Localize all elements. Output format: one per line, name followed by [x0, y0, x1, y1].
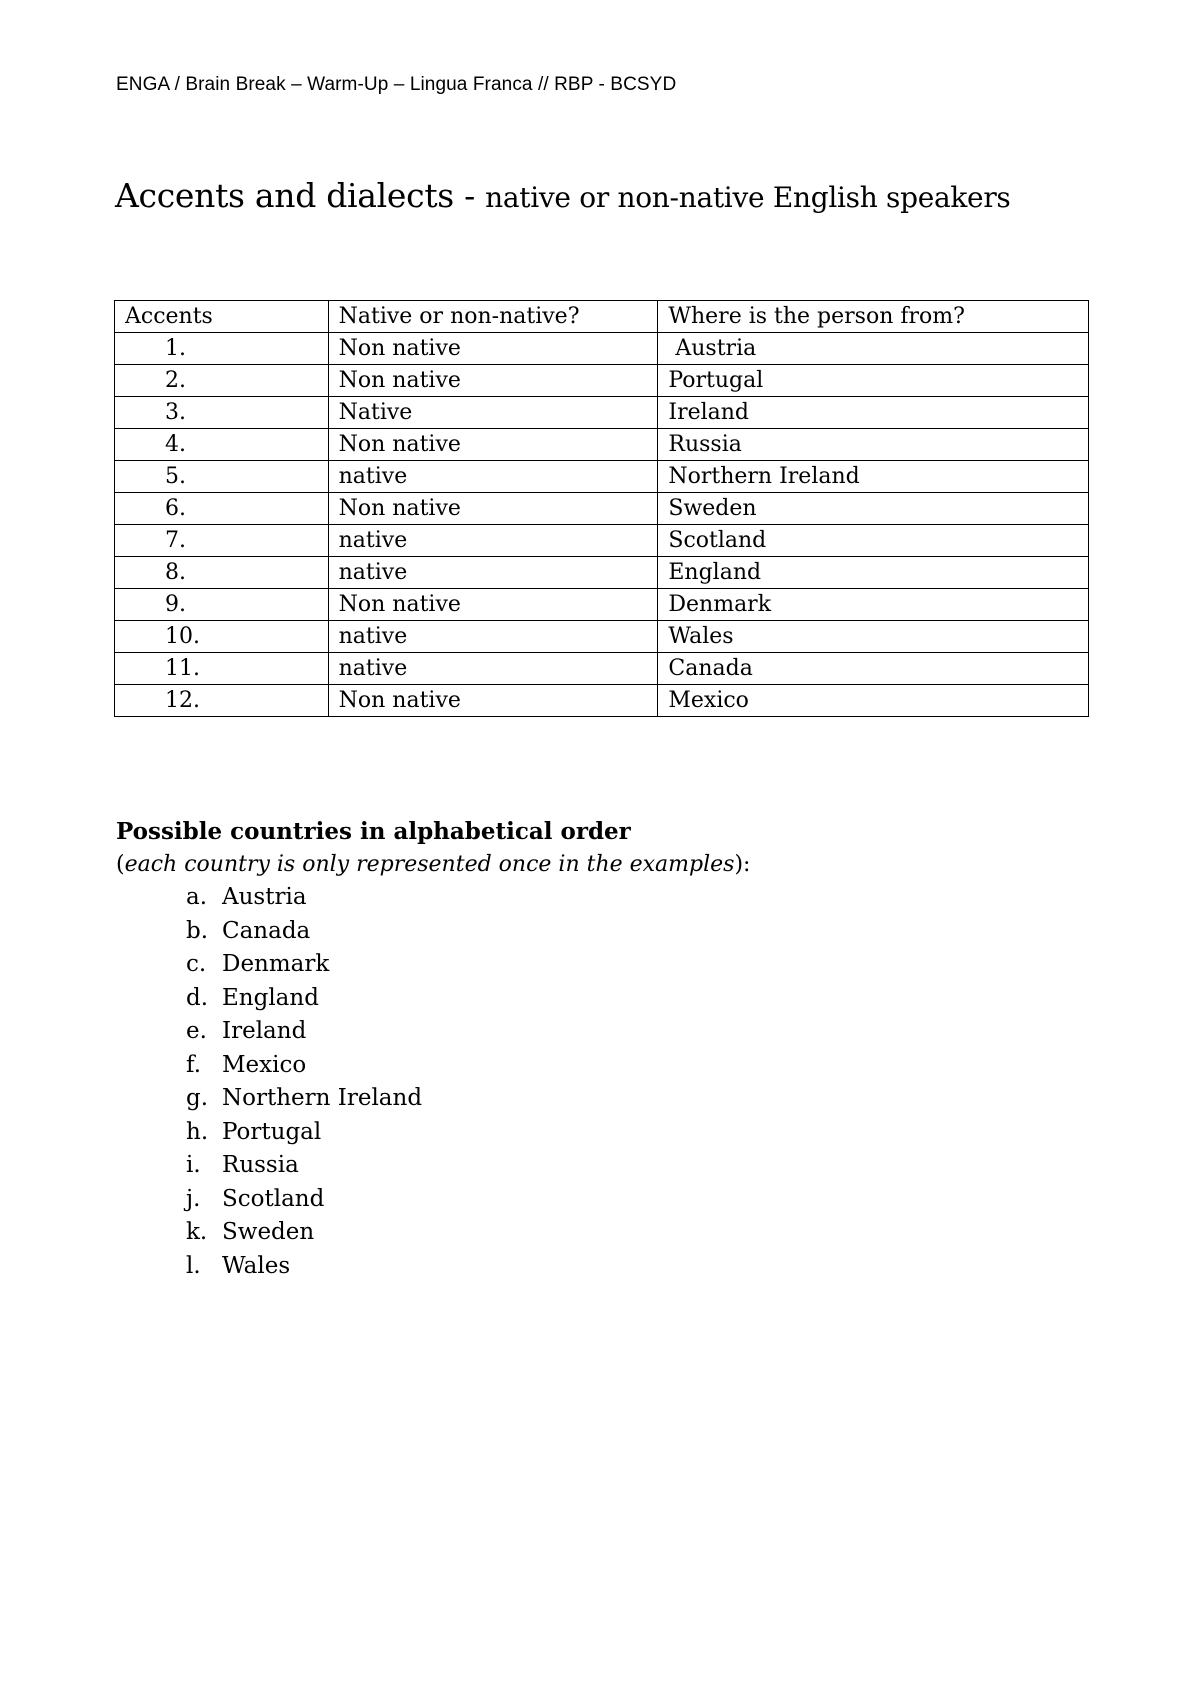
row-number: 8.: [115, 557, 329, 589]
row-from: Mexico: [658, 685, 1089, 717]
document-header: ENGA / Brain Break – Warm-Up – Lingua Franca // RBP - BCSYD: [116, 74, 677, 95]
accents-table: [114, 300, 1089, 717]
header-accents: Accents: [115, 301, 329, 333]
row-native: native: [328, 525, 658, 557]
section-note: [116, 849, 750, 881]
row-native: Non native: [328, 429, 658, 461]
row-native: Non native: [328, 333, 658, 365]
row-from: Scotland: [658, 525, 1089, 557]
list-marker: h.: [186, 1118, 209, 1145]
row-number: 4.: [115, 429, 329, 461]
table-row: [115, 557, 1089, 589]
table-header-row: [115, 301, 1089, 333]
row-number: 2.: [115, 365, 329, 397]
row-native: native: [328, 557, 658, 589]
page-title: [115, 176, 1011, 215]
row-number: 5.: [115, 461, 329, 493]
list-marker: k.: [186, 1219, 208, 1245]
row-from: Ireland: [658, 397, 1089, 429]
list-marker: c.: [186, 951, 207, 977]
list-item: [186, 915, 750, 949]
row-native: native: [328, 653, 658, 685]
row-native: Non native: [328, 685, 658, 717]
country-name: Canada: [222, 917, 311, 944]
country-name: Russia: [222, 1152, 299, 1178]
table-row: [115, 653, 1089, 685]
country-name: Denmark: [222, 951, 330, 977]
table-row: [115, 429, 1089, 461]
note-text: each country is only represented once in the examples: [124, 852, 735, 877]
list-item: [186, 1216, 750, 1250]
note-close-paren: ):: [734, 852, 751, 877]
list-item: [186, 1015, 750, 1049]
header-native: Native or non-native?: [328, 301, 658, 333]
table-row: [115, 621, 1089, 653]
country-name: Mexico: [222, 1051, 307, 1078]
list-marker: l.: [186, 1252, 201, 1279]
row-native: Native: [328, 397, 658, 429]
country-name: Portugal: [222, 1118, 322, 1145]
row-from: Northern Ireland: [658, 461, 1089, 493]
list-marker: d.: [186, 984, 209, 1011]
row-number: 3.: [115, 397, 329, 429]
list-marker: j.: [186, 1185, 201, 1212]
list-item: [186, 1149, 750, 1183]
row-number: 1.: [115, 333, 329, 365]
row-from: Wales: [658, 621, 1089, 653]
country-name: Wales: [222, 1252, 291, 1279]
table-row: [115, 365, 1089, 397]
country-name: Austria: [222, 884, 307, 910]
list-marker: f.: [186, 1051, 202, 1078]
row-from: Canada: [658, 653, 1089, 685]
table-row: [115, 461, 1089, 493]
table-row: [115, 397, 1089, 429]
table-row: [115, 493, 1089, 525]
list-item: [186, 881, 750, 915]
title-main: Accents and dialects -: [115, 176, 486, 215]
country-list: [116, 881, 750, 1283]
header-from: Where is the person from?: [658, 301, 1089, 333]
row-from: Sweden: [658, 493, 1089, 525]
row-number: 9.: [115, 589, 329, 621]
table-row: [115, 685, 1089, 717]
list-item: [186, 1183, 750, 1217]
row-from: Austria: [658, 333, 1089, 365]
row-number: 6.: [115, 493, 329, 525]
row-from: Russia: [658, 429, 1089, 461]
row-number: 11.: [115, 653, 329, 685]
list-item: [186, 1082, 750, 1116]
list-item: [186, 948, 750, 982]
row-native: Non native: [328, 589, 658, 621]
list-marker: a.: [186, 884, 208, 910]
row-from: Denmark: [658, 589, 1089, 621]
table-row: [115, 589, 1089, 621]
row-native: Non native: [328, 365, 658, 397]
row-native: native: [328, 621, 658, 653]
list-item: [186, 1116, 750, 1150]
list-marker: e.: [186, 1018, 207, 1044]
country-name: Scotland: [222, 1185, 325, 1212]
row-native: Non native: [328, 493, 658, 525]
list-item: [186, 982, 750, 1016]
list-item: [186, 1049, 750, 1083]
section-heading: Possible countries in alphabetical order: [116, 818, 631, 845]
row-from: Portugal: [658, 365, 1089, 397]
country-name: Northern Ireland: [222, 1085, 423, 1111]
table-row: [115, 333, 1089, 365]
country-name: Ireland: [222, 1018, 307, 1044]
row-from: England: [658, 557, 1089, 589]
list-marker: b.: [186, 917, 209, 944]
title-rest: native or non-native English speakers: [485, 181, 1011, 214]
country-name: Sweden: [222, 1219, 315, 1245]
list-marker: g.: [186, 1085, 209, 1111]
note-open-paren: (: [116, 852, 125, 877]
list-marker: i.: [186, 1152, 201, 1178]
row-number: 7.: [115, 525, 329, 557]
table-row: [115, 525, 1089, 557]
row-native: native: [328, 461, 658, 493]
possible-countries-section: [116, 815, 750, 1283]
row-number: 10.: [115, 621, 329, 653]
country-name: England: [222, 984, 319, 1011]
row-number: 12.: [115, 685, 329, 717]
list-item: [186, 1250, 750, 1284]
